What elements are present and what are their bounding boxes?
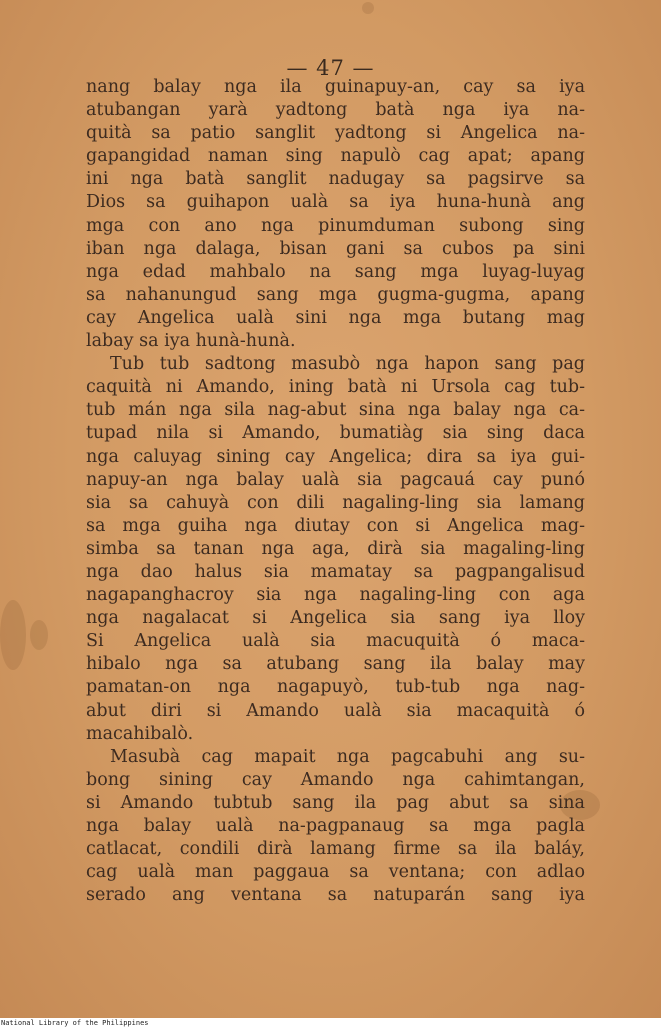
text-line: Masubà cag mapait nga pagcabuhi ang su-: [110, 746, 585, 767]
text-line: Tub tub sadtong masubò nga hapon sang pag: [110, 354, 585, 375]
text-line: ini nga batà sanglit nadugay sa pagsirve sa: [86, 169, 585, 190]
text-line: napuy-an nga balay ualà sia pagcauá cay punó: [86, 469, 585, 490]
text-line: pamatan-on nga nagapuyò, tub-tub nga nag-: [86, 677, 585, 698]
text-line: iban nga dalaga, bisan gani sa cubos pa sini: [86, 238, 585, 259]
text-line: nga caluyag sining cay Angelica; dira sa iya gui-: [86, 446, 585, 467]
text-line: labay sa iya hunà-hunà.: [86, 331, 296, 352]
text-line: bong sining cay Amando nga cahimtangan,: [86, 769, 585, 790]
text-line: Si Angelica ualà sia macuquità ó maca-: [86, 631, 585, 652]
paper-stain: [30, 620, 48, 650]
page-number: — 47 —: [286, 56, 375, 80]
paper-stain: [362, 2, 374, 14]
body-text: [86, 76, 585, 907]
text-line: sa mga guiha nga diutay con si Angelica mag-: [86, 515, 585, 536]
text-line: nagapanghacroy sia nga nagaling-ling con aga: [86, 585, 585, 606]
text-line: mga con ano nga pinumduman subong sing: [86, 215, 585, 236]
text-line: nga edad mahbalo na sang mga luyag-luyag: [86, 261, 585, 282]
text-line: nga dao halus sia mamatay sa pagpangalisud: [86, 561, 585, 582]
text-line: caquità ni Amando, ining batà ni Ursola cag tub-: [86, 377, 585, 398]
text-line: atubangan yarà yadtong batà nga iya na-: [86, 100, 585, 121]
text-line: cag ualà man paggaua sa ventana; con adlao: [86, 862, 585, 883]
text-line: simba sa tanan nga aga, dirà sia magaling-ling: [86, 538, 585, 559]
text-line: Dios sa guihapon ualà sa iya huna-hunà ang: [86, 192, 585, 213]
text-line: hibalo nga sa atubang sang ila balay may: [86, 654, 585, 675]
text-line: sia sa cahuyà con dili nagaling-ling sia lamang: [86, 492, 585, 513]
text-line: quità sa patio sanglit yadtong si Angelica na-: [86, 123, 585, 144]
text-line: nga nagalacat si Angelica sia sang iya lloy: [86, 608, 585, 629]
text-line: nga balay ualà na-pagpanaug sa mga pagla: [86, 816, 585, 836]
text-line: cay Angelica ualà sini nga mga butang mag: [86, 307, 585, 328]
text-line: gapangidad naman sing napulò cag apat; apang: [86, 146, 585, 167]
text-line: abut diri si Amando ualà sia macaquità ó: [86, 700, 585, 721]
text-line: si Amando tubtub sang ila pag abut sa sina: [86, 792, 585, 813]
text-line: macahibalò.: [86, 723, 194, 744]
text-line: sa nahanungud sang mga gugma-gugma, apang: [86, 284, 585, 305]
text-line: serado ang ventana sa natuparán sang iya: [86, 885, 585, 906]
text-line: tub mán nga sila nag-abut sina nga balay nga ca-: [86, 400, 585, 421]
paper-stain: [0, 600, 26, 670]
library-credit: National Library of the Philippines: [1, 1019, 149, 1027]
text-line: tupad nila si Amando, bumatiàg sia sing daca: [86, 423, 585, 444]
text-line: catlacat, condili dirà lamang firme sa ila baláy,: [86, 839, 585, 860]
text-line: nang balay nga ila guinapuy-an, cay sa iya: [86, 77, 585, 97]
